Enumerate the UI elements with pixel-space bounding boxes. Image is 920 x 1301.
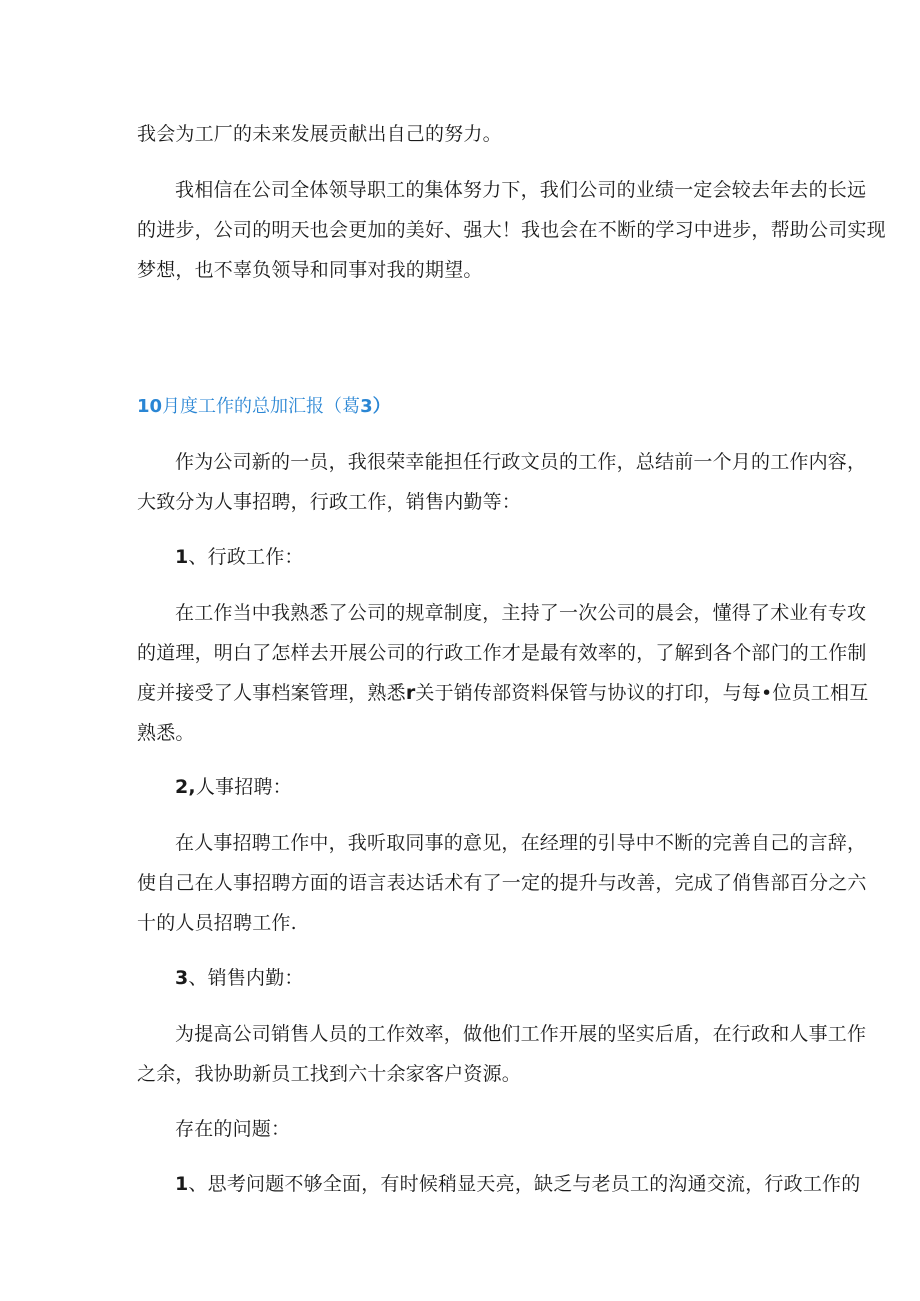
hr-line-2: 使自己在人事招聘方面的语言表达话术有了一定的提升与改善，完成了俏售部百分之六 [137,872,867,894]
item-1-number: 1 [175,546,189,568]
belief-line-1: 我相信在公司全体领导职工的集体努力下，我们公司的业绩一定会较去年去的长远 [175,179,867,201]
heading-number: 10 [137,396,163,417]
admin-line-4: 熟悉。 [137,722,195,744]
admin-line-2: 的道理，明白了怎样去开展公司的行政工作才是最有效率的，了解到各个部门的工作制 [137,642,867,664]
item-2-label: 人事招聘： [195,776,292,798]
admin-line-3-b: r [405,682,416,704]
hr-line-3: 十的人员招聘工作. [137,912,297,934]
problems-heading: 存在的问题： [175,1118,291,1140]
item-2-number: 2, [175,776,196,798]
item-2-heading [175,775,292,799]
item-1-heading [175,545,304,569]
newmember-line-1: 作为公司新的一员，我很荣幸能担任行政文员的工作，总结前一个月的工作内容， [175,451,867,473]
sales-line-2: 之余，我协助新员工找到六十余家客户资源。 [137,1063,522,1085]
admin-line-1: 在工作当中我熟悉了公司的规章制度，主持了一次公司的晨会，懂得了术业有专攻 [175,602,867,624]
problem-1-number: 1 [175,1173,189,1195]
admin-line-3-a: 度并接受了人事档案管理，熟悉 [137,682,406,704]
sales-line-1: 为提高公司销售人员的工作效率，做他们工作开展的坚实后盾，在行政和人事工作 [175,1023,867,1045]
section-heading [137,395,391,419]
item-3-number: 3 [175,967,189,989]
belief-line-2: 的进步，公司的明天也会更加的美好、强大！我也会在不断的学习中进步，帮助公司实现 [137,219,886,241]
newmember-line-2: 大致分为人事招聘，行政工作，销售内勤等： [137,491,522,513]
problem-1-text: 、思考问题不够全面，有时候稍显天亮，缺乏与老员工的沟通交流，行政工作的 [188,1173,861,1195]
heading-text: 月度工作的总加汇报（葛 [162,396,361,417]
hr-line-1: 在人事招聘工作中，我听取同事的意见，在经理的引导中不断的完善自己的言辞， [175,832,867,854]
item-1-label: 、行政工作： [188,546,304,568]
admin-line-3 [137,681,868,705]
heading-tail: 3） [360,396,391,417]
problem-1-line [175,1172,860,1196]
belief-line-3: 梦想，也不辜负领导和同事对我的期望。 [137,259,483,281]
item-3-label: 、销售内勤： [188,967,304,989]
admin-line-3-c: 关于销传部资料保管与协议的打印，与每•位员工相互 [415,682,869,704]
item-3-heading [175,966,304,990]
intro-line-1: 我会为工厂的未来发展贡献出自己的努力。 [137,123,502,145]
